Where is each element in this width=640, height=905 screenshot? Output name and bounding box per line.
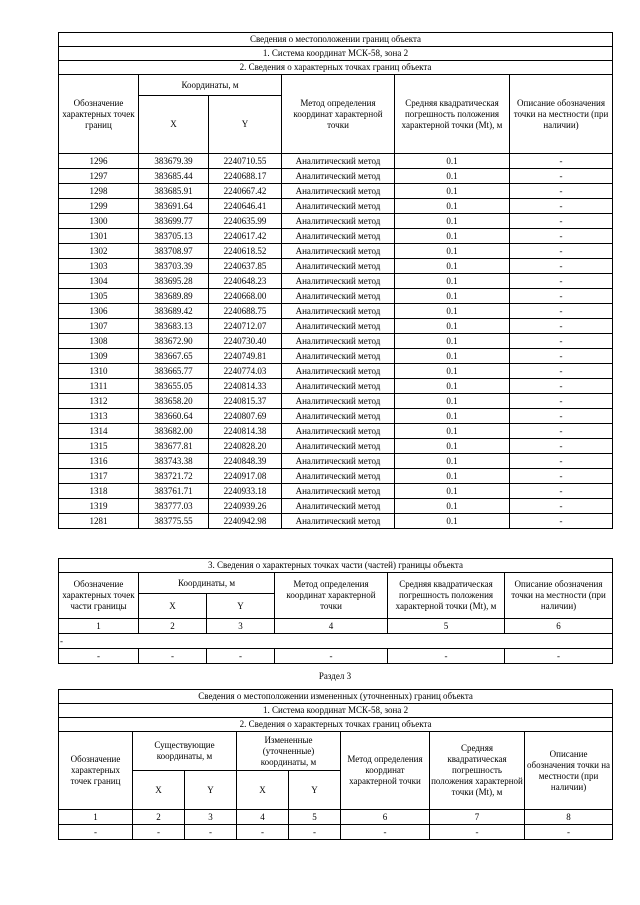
table-row [59,454,613,469]
coord-y: 2240668.00 [209,289,282,304]
coord-x: 383665.77 [139,364,209,379]
table-row [59,334,613,349]
point-id: 1303 [59,259,139,274]
coord-y: 2240667.42 [209,184,282,199]
description: - [510,334,613,349]
header-y: Y [207,594,275,619]
table-row [59,424,613,439]
error: 0.1 [395,484,510,499]
header-y: Y [209,96,282,154]
point-id: 1315 [59,439,139,454]
coord-y: 2240618.52 [209,244,282,259]
empty-cell: - [207,649,275,664]
coord-y: 2240637.85 [209,259,282,274]
error: 0.1 [395,409,510,424]
method: Аналитический метод [282,394,395,409]
coord-x: 383761.71 [139,484,209,499]
error: 0.1 [395,439,510,454]
coord-y: 2240648.23 [209,274,282,289]
method: Аналитический метод [282,409,395,424]
column-number: 6 [341,810,430,825]
column-number: 1 [59,619,139,634]
table-subtitle: 2. Сведения о характерных точках границ объекта [59,718,613,732]
error: 0.1 [395,229,510,244]
point-id: 1309 [59,349,139,364]
description: - [510,274,613,289]
empty-cell: - [237,825,289,840]
error: 0.1 [395,244,510,259]
header-y-changed: Y [289,771,341,810]
coord-y: 2240828.20 [209,439,282,454]
table-row [59,349,613,364]
point-id: 1300 [59,214,139,229]
point-id: 1318 [59,484,139,499]
description: - [510,199,613,214]
coord-y: 2240807.69 [209,409,282,424]
empty-cell: - [133,825,185,840]
error: 0.1 [395,184,510,199]
coord-x: 383677.81 [139,439,209,454]
coord-x: 383658.20 [139,394,209,409]
table-row [59,499,613,514]
description: - [510,514,613,529]
empty-cell: - [525,825,613,840]
header-changed: Измененные (уточненные) координаты, м [237,732,341,771]
point-id: 1281 [59,514,139,529]
method: Аналитический метод [282,364,395,379]
table-row [59,319,613,334]
coord-x: 383689.89 [139,289,209,304]
description: - [510,169,613,184]
error: 0.1 [395,199,510,214]
coord-x: 383699.77 [139,214,209,229]
description: - [510,349,613,364]
table-title: Сведения о местоположении границ объекта [59,33,613,47]
method: Аналитический метод [282,184,395,199]
table-row [59,184,613,199]
method: Аналитический метод [282,499,395,514]
table-subtitle: 3. Сведения о характерных точках части (частей) границы объекта [59,559,613,573]
table-row [59,484,613,499]
header-x-changed: X [237,771,289,810]
description: - [510,184,613,199]
table-row [59,169,613,184]
description: - [510,259,613,274]
header-y-existing: Y [185,771,237,810]
coord-x: 383777.03 [139,499,209,514]
table-row [59,244,613,259]
empty-cell: - [185,825,237,840]
method: Аналитический метод [282,229,395,244]
header-existing: Существующие координаты, м [133,732,237,771]
description: - [510,319,613,334]
coord-y: 2240815.37 [209,394,282,409]
description: - [510,364,613,379]
coordinate-system: 1. Система координат МСК-58, зона 2 [59,704,613,718]
method: Аналитический метод [282,514,395,529]
method: Аналитический метод [282,199,395,214]
point-id: 1308 [59,334,139,349]
column-number: 5 [289,810,341,825]
coord-y: 2240939.26 [209,499,282,514]
table-subtitle: 2. Сведения о характерных точках границ объекта [59,61,613,75]
description: - [510,469,613,484]
header-description: Описание обозначения точки на местности (при наличии) [510,75,613,154]
coord-x: 383708.97 [139,244,209,259]
method: Аналитический метод [282,439,395,454]
point-id: 1310 [59,364,139,379]
coord-x: 383685.44 [139,169,209,184]
description: - [510,379,613,394]
column-number: 2 [133,810,185,825]
description: - [510,499,613,514]
point-id: 1311 [59,379,139,394]
table-row [59,259,613,274]
error: 0.1 [395,364,510,379]
coord-x: 383689.42 [139,304,209,319]
header-x-existing: X [133,771,185,810]
empty-cell: - [139,649,207,664]
method: Аналитический метод [282,304,395,319]
coord-y: 2240730.40 [209,334,282,349]
table-row [59,514,613,529]
method: Аналитический метод [282,349,395,364]
table-row [59,274,613,289]
description: - [510,304,613,319]
table-row [59,409,613,424]
column-number: 3 [207,619,275,634]
header-description: Описание обозначения точки на местности (при наличии) [525,732,613,810]
description: - [510,409,613,424]
column-number: 5 [388,619,505,634]
error: 0.1 [395,514,510,529]
coord-x: 383705.13 [139,229,209,244]
header-error: Средняя квадратическая погрешность положения характерной точки (Mt), м [430,732,525,810]
coord-x: 383655.05 [139,379,209,394]
error: 0.1 [395,499,510,514]
point-id: 1305 [59,289,139,304]
column-number: 1 [59,810,133,825]
coord-y: 2240688.17 [209,169,282,184]
coord-x: 383683.13 [139,319,209,334]
empty-cell: - [59,825,133,840]
method: Аналитический метод [282,169,395,184]
coord-x: 383743.38 [139,454,209,469]
error: 0.1 [395,319,510,334]
method: Аналитический метод [282,469,395,484]
method: Аналитический метод [282,484,395,499]
error: 0.1 [395,154,510,169]
empty-cell: - [341,825,430,840]
point-id: 1316 [59,454,139,469]
point-id: 1312 [59,394,139,409]
point-id: 1319 [59,499,139,514]
error: 0.1 [395,379,510,394]
error: 0.1 [395,349,510,364]
header-coords: Координаты, м [139,75,282,96]
coord-y: 2240749.81 [209,349,282,364]
table-row [59,214,613,229]
column-number: 2 [139,619,207,634]
method: Аналитический метод [282,334,395,349]
table-row [59,199,613,214]
point-id: 1299 [59,199,139,214]
dash-row: - [59,634,613,649]
coord-y: 2240848.39 [209,454,282,469]
table-row [59,364,613,379]
table-row [59,439,613,454]
error: 0.1 [395,424,510,439]
point-id: 1302 [59,244,139,259]
point-id: 1304 [59,274,139,289]
point-id: 1297 [59,169,139,184]
error: 0.1 [395,469,510,484]
coord-y: 2240710.55 [209,154,282,169]
empty-cell: - [59,649,139,664]
coord-y: 2240617.42 [209,229,282,244]
point-id: 1307 [59,319,139,334]
header-designation: Обозначение характерных точек границ [59,75,139,154]
column-number: 6 [505,619,613,634]
coord-x: 383703.39 [139,259,209,274]
error: 0.1 [395,289,510,304]
method: Аналитический метод [282,289,395,304]
error: 0.1 [395,304,510,319]
method: Аналитический метод [282,154,395,169]
table-row [59,289,613,304]
description: - [510,394,613,409]
description: - [510,229,613,244]
error: 0.1 [395,394,510,409]
description: - [510,154,613,169]
description: - [510,484,613,499]
method: Аналитический метод [282,319,395,334]
coord-y: 2240646.41 [209,199,282,214]
coord-x: 383685.91 [139,184,209,199]
method: Аналитический метод [282,379,395,394]
coord-x: 383679.39 [139,154,209,169]
description: - [510,424,613,439]
method: Аналитический метод [282,244,395,259]
coord-x: 383695.28 [139,274,209,289]
method: Аналитический метод [282,454,395,469]
point-id: 1314 [59,424,139,439]
empty-cell: - [430,825,525,840]
header-designation: Обозначение характерных точек части границы [59,573,139,619]
error: 0.1 [395,214,510,229]
table-row [59,394,613,409]
column-number: 3 [185,810,237,825]
table-row [59,469,613,484]
coord-x: 383691.64 [139,199,209,214]
table-row [59,154,613,169]
coord-x: 383660.64 [139,409,209,424]
table-row [59,229,613,244]
coord-y: 2240933.18 [209,484,282,499]
coord-y: 2240942.98 [209,514,282,529]
description: - [510,244,613,259]
coord-y: 2240688.75 [209,304,282,319]
description: - [510,454,613,469]
table-row [59,304,613,319]
header-designation: Обозначение характерных точек границ [59,732,133,810]
point-id: 1301 [59,229,139,244]
part-boundary-points-table [58,558,613,664]
error: 0.1 [395,334,510,349]
column-number: 8 [525,810,613,825]
coord-x: 383672.90 [139,334,209,349]
method: Аналитический метод [282,214,395,229]
error: 0.1 [395,259,510,274]
coord-y: 2240814.38 [209,424,282,439]
boundary-points-table [58,32,613,529]
header-error: Средняя квадратическая погрешность положения характерной точки (Mt), м [388,573,505,619]
point-id: 1306 [59,304,139,319]
coord-x: 383667.65 [139,349,209,364]
empty-cell: - [505,649,613,664]
column-number: 7 [430,810,525,825]
point-id: 1296 [59,154,139,169]
method: Аналитический метод [282,424,395,439]
column-number: 4 [275,619,388,634]
table-title: Сведения о местоположении измененных (уточненных) границ объекта [59,690,613,704]
coord-y: 2240635.99 [209,214,282,229]
coord-y: 2240712.07 [209,319,282,334]
point-id: 1317 [59,469,139,484]
method: Аналитический метод [282,274,395,289]
changed-boundary-points-table [58,689,613,840]
header-description: Описание обозначения точки на местности (при наличии) [505,573,613,619]
header-method: Метод определения координат характерной точки [275,573,388,619]
header-coords: Координаты, м [139,573,275,594]
header-x: X [139,594,207,619]
column-number: 4 [237,810,289,825]
description: - [510,289,613,304]
description: - [510,214,613,229]
point-id: 1313 [59,409,139,424]
coordinate-system: 1. Система координат МСК-58, зона 2 [59,47,613,61]
coord-x: 383721.72 [139,469,209,484]
header-x: X [139,96,209,154]
coord-x: 383682.00 [139,424,209,439]
error: 0.1 [395,454,510,469]
empty-cell: - [388,649,505,664]
error: 0.1 [395,274,510,289]
coord-x: 383775.55 [139,514,209,529]
coord-y: 2240917.08 [209,469,282,484]
point-id: 1298 [59,184,139,199]
empty-cell: - [275,649,388,664]
header-error: Средняя квадратическая погрешность положения характерной точки (Mt), м [395,75,510,154]
description: - [510,439,613,454]
empty-cell: - [289,825,341,840]
coord-y: 2240814.33 [209,379,282,394]
error: 0.1 [395,169,510,184]
header-method: Метод определения координат характерной точки [341,732,430,810]
table-row [59,379,613,394]
header-method: Метод определения координат характерной точки [282,75,395,154]
method: Аналитический метод [282,259,395,274]
coord-y: 2240774.03 [209,364,282,379]
section-label: Раздел 3 [318,671,352,681]
